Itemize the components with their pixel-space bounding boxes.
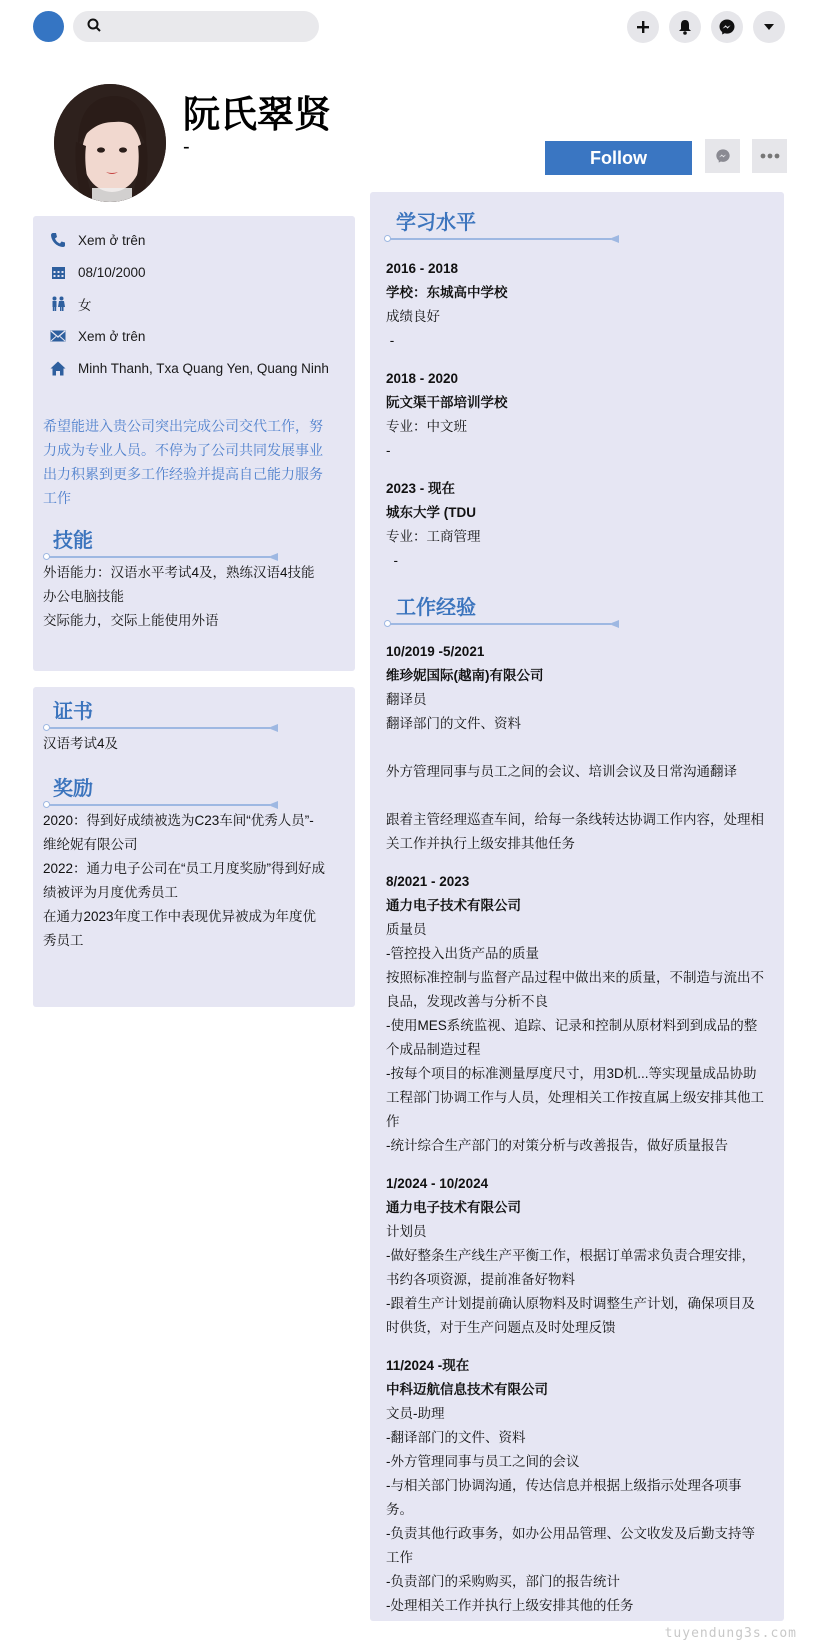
experience-period: 10/2019 -5/2021 [386,644,485,659]
education-section [386,192,784,573]
caret-down-icon[interactable] [753,11,785,43]
education-organization: 学校：东城高中学校 [386,285,508,300]
section-divider [43,724,278,732]
phone-icon [47,232,69,248]
gender-value: 女 [78,298,92,313]
section-divider [43,553,278,561]
experience-detail: -翻译部门的文件、资料 [386,1430,526,1445]
education-entry [386,477,784,573]
award-item: 在通力2023年度工作中表现优异被成为年度优秀员工 [43,909,317,948]
education-detail: 专业：中文班 [386,419,467,434]
birthday-value: 08/10/2000 [78,264,146,280]
gender-icon [47,296,69,312]
experience-detail: 外方管理同事与员工之间的会议、培训会议及日常沟通翻译 [386,764,737,779]
experience-detail: 按照标准控制与监督产品过程中做出来的质量，不制造与流出不良品，发现改善与分析不良 [386,970,764,1009]
search-input[interactable] [109,19,309,35]
education-organization: 阮文渠干部培训学校 [386,395,508,410]
search-bar[interactable] [73,11,319,42]
experience-detail: -统计综合生产部门的对策分析与改善报告，做好质量报告 [386,1138,728,1153]
home-icon [47,361,69,376]
achievements-panel [33,687,355,1007]
contact-gender [33,288,355,320]
phone-value: Xem ở trên [78,232,146,248]
profile-subtitle: - [183,136,190,158]
education-detail: 成绩良好 [386,309,440,324]
experience-detail [386,736,764,760]
experience-detail: -管控投入出货产品的质量 [386,946,539,961]
experience-detail: -按每个项目的标准测量厚度尺寸，用3D机...等实现量成品协助工程部门协调工作与人员，处理相关工作按直属上级安排其他工作 [386,1066,764,1129]
experience-list [386,640,784,1618]
avatar [54,84,166,202]
experience-detail: -负责部门的采购购买，部门的报告统计 [386,1574,620,1589]
search-icon [87,18,101,35]
career-objective: 希望能进入贵公司突出完成公司交代工作，努力成为专业人员。不停为了公司共同发展事业出力积累到更多工作经验并提高自己能力服务工作 [43,418,323,506]
message-button[interactable] [705,139,740,173]
follow-button[interactable]: Follow [545,141,692,175]
skill-item: 交际能力，交际上能使用外语 [43,613,219,628]
experience-title: 工作经验 [396,595,476,619]
calendar-icon [47,265,69,280]
section-divider [384,620,619,628]
experience-detail [386,784,764,808]
education-detail: - [386,333,395,348]
experience-organization: 通力电子技术有限公司 [386,898,521,913]
experience-detail: -外方管理同事与员工之间的会议 [386,1454,580,1469]
education-period: 2016 - 2018 [386,261,459,276]
top-actions [627,11,785,43]
certificates-title: 证书 [53,699,93,723]
experience-period: 8/2021 - 2023 [386,874,470,889]
email-value: Xem ở trên [78,328,146,344]
watermark: tuyendung3s.com [664,1626,797,1641]
skills-section [33,524,355,633]
certificates-section [33,695,355,756]
more-button[interactable] [752,139,787,173]
bell-icon[interactable] [669,11,701,43]
envelope-icon [47,330,69,342]
experience-detail: -处理相关工作并执行上级安排其他的任务 [386,1598,634,1613]
experience-entry [386,1172,784,1340]
contact-phone [33,224,355,256]
skills-title: 技能 [53,528,93,552]
education-entry [386,367,784,463]
section-divider [43,801,278,809]
address-value: Minh Thanh, Txa Quang Yen, Quang Ninh [78,360,329,376]
education-title: 学习水平 [396,210,476,234]
education-period: 2018 - 2020 [386,371,459,386]
education-detail: - [386,553,399,568]
experience-detail: -与相关部门协调沟通，传达信息并根据上级指示处理各项事务。 [386,1478,742,1517]
plus-icon[interactable] [627,11,659,43]
experience-organization: 通力电子技术有限公司 [386,1200,521,1215]
awards-title: 奖励 [53,776,93,800]
info-panel [33,216,355,671]
education-detail: - [386,443,391,458]
messenger-icon[interactable] [711,11,743,43]
certificate-item: 汉语考试4及 [43,736,119,751]
experience-detail: 文员-助理 [386,1406,445,1421]
skill-item: 外语能力：汉语水平考试4及，熟练汉语4技能 [43,565,315,580]
experience-organization: 维珍妮国际(越南)有限公司 [386,668,544,683]
experience-period: 11/2024 -现在 [386,1358,470,1373]
experience-entry [386,870,784,1158]
messenger-small-icon [715,148,731,164]
education-detail: 专业：工商管理 [386,529,481,544]
experience-period: 1/2024 - 10/2024 [386,1176,489,1191]
app-logo[interactable] [33,11,64,42]
experience-detail: -做好整条生产线生产平衡工作，根据订单需求负责合理安排，书约各项资源，提前准备好物料 [386,1248,755,1287]
education-period: 2023 - 现在 [386,481,456,496]
education-list [386,257,784,573]
experience-detail: -使用MES系统监视、追踪、记录和控制从原材料到到成品的整个成品制造过程 [386,1018,758,1057]
main-panel [370,192,784,1621]
award-item: 2022：通力电子公司在“员工月度奖励”得到好成绩被评为月度优秀员工 [43,861,326,900]
experience-detail: 翻译员 [386,692,427,707]
contact-birthday [33,256,355,288]
experience-entry [386,640,784,856]
experience-detail: 翻译部门的文件、资料 [386,716,521,731]
contact-address [33,352,355,384]
section-divider [384,235,619,243]
awards-section [33,772,355,953]
experience-detail: 计划员 [386,1224,427,1239]
education-entry [386,257,784,353]
experience-detail: 质量员 [386,922,427,937]
experience-entry [386,1354,784,1618]
more-dots-icon [760,153,780,159]
experience-section [386,591,784,1618]
contact-email [33,320,355,352]
skill-item: 办公电脑技能 [43,589,124,604]
award-item: 2020：得到好成绩被选为C23车间“优秀人员”-维纶妮有限公司 [43,813,314,852]
experience-detail: -负责其他行政事务，如办公用品管理、公文收发及后勤支持等工作 [386,1526,755,1565]
experience-organization: 中科迈航信息技术有限公司 [386,1382,548,1397]
education-organization: 城东大学 (TDU [386,505,476,520]
profile-name: 阮氏翠贤 [183,93,331,136]
experience-detail: 跟着主管经理巡查车间，给每一条线转达协调工作内容，处理相关工作并执行上级安排其他任务 [386,812,764,851]
experience-detail: -跟着生产计划提前确认原物料及时调整生产计划，确保项目及时供货，对于生产问题点及时处理反馈 [386,1296,755,1335]
